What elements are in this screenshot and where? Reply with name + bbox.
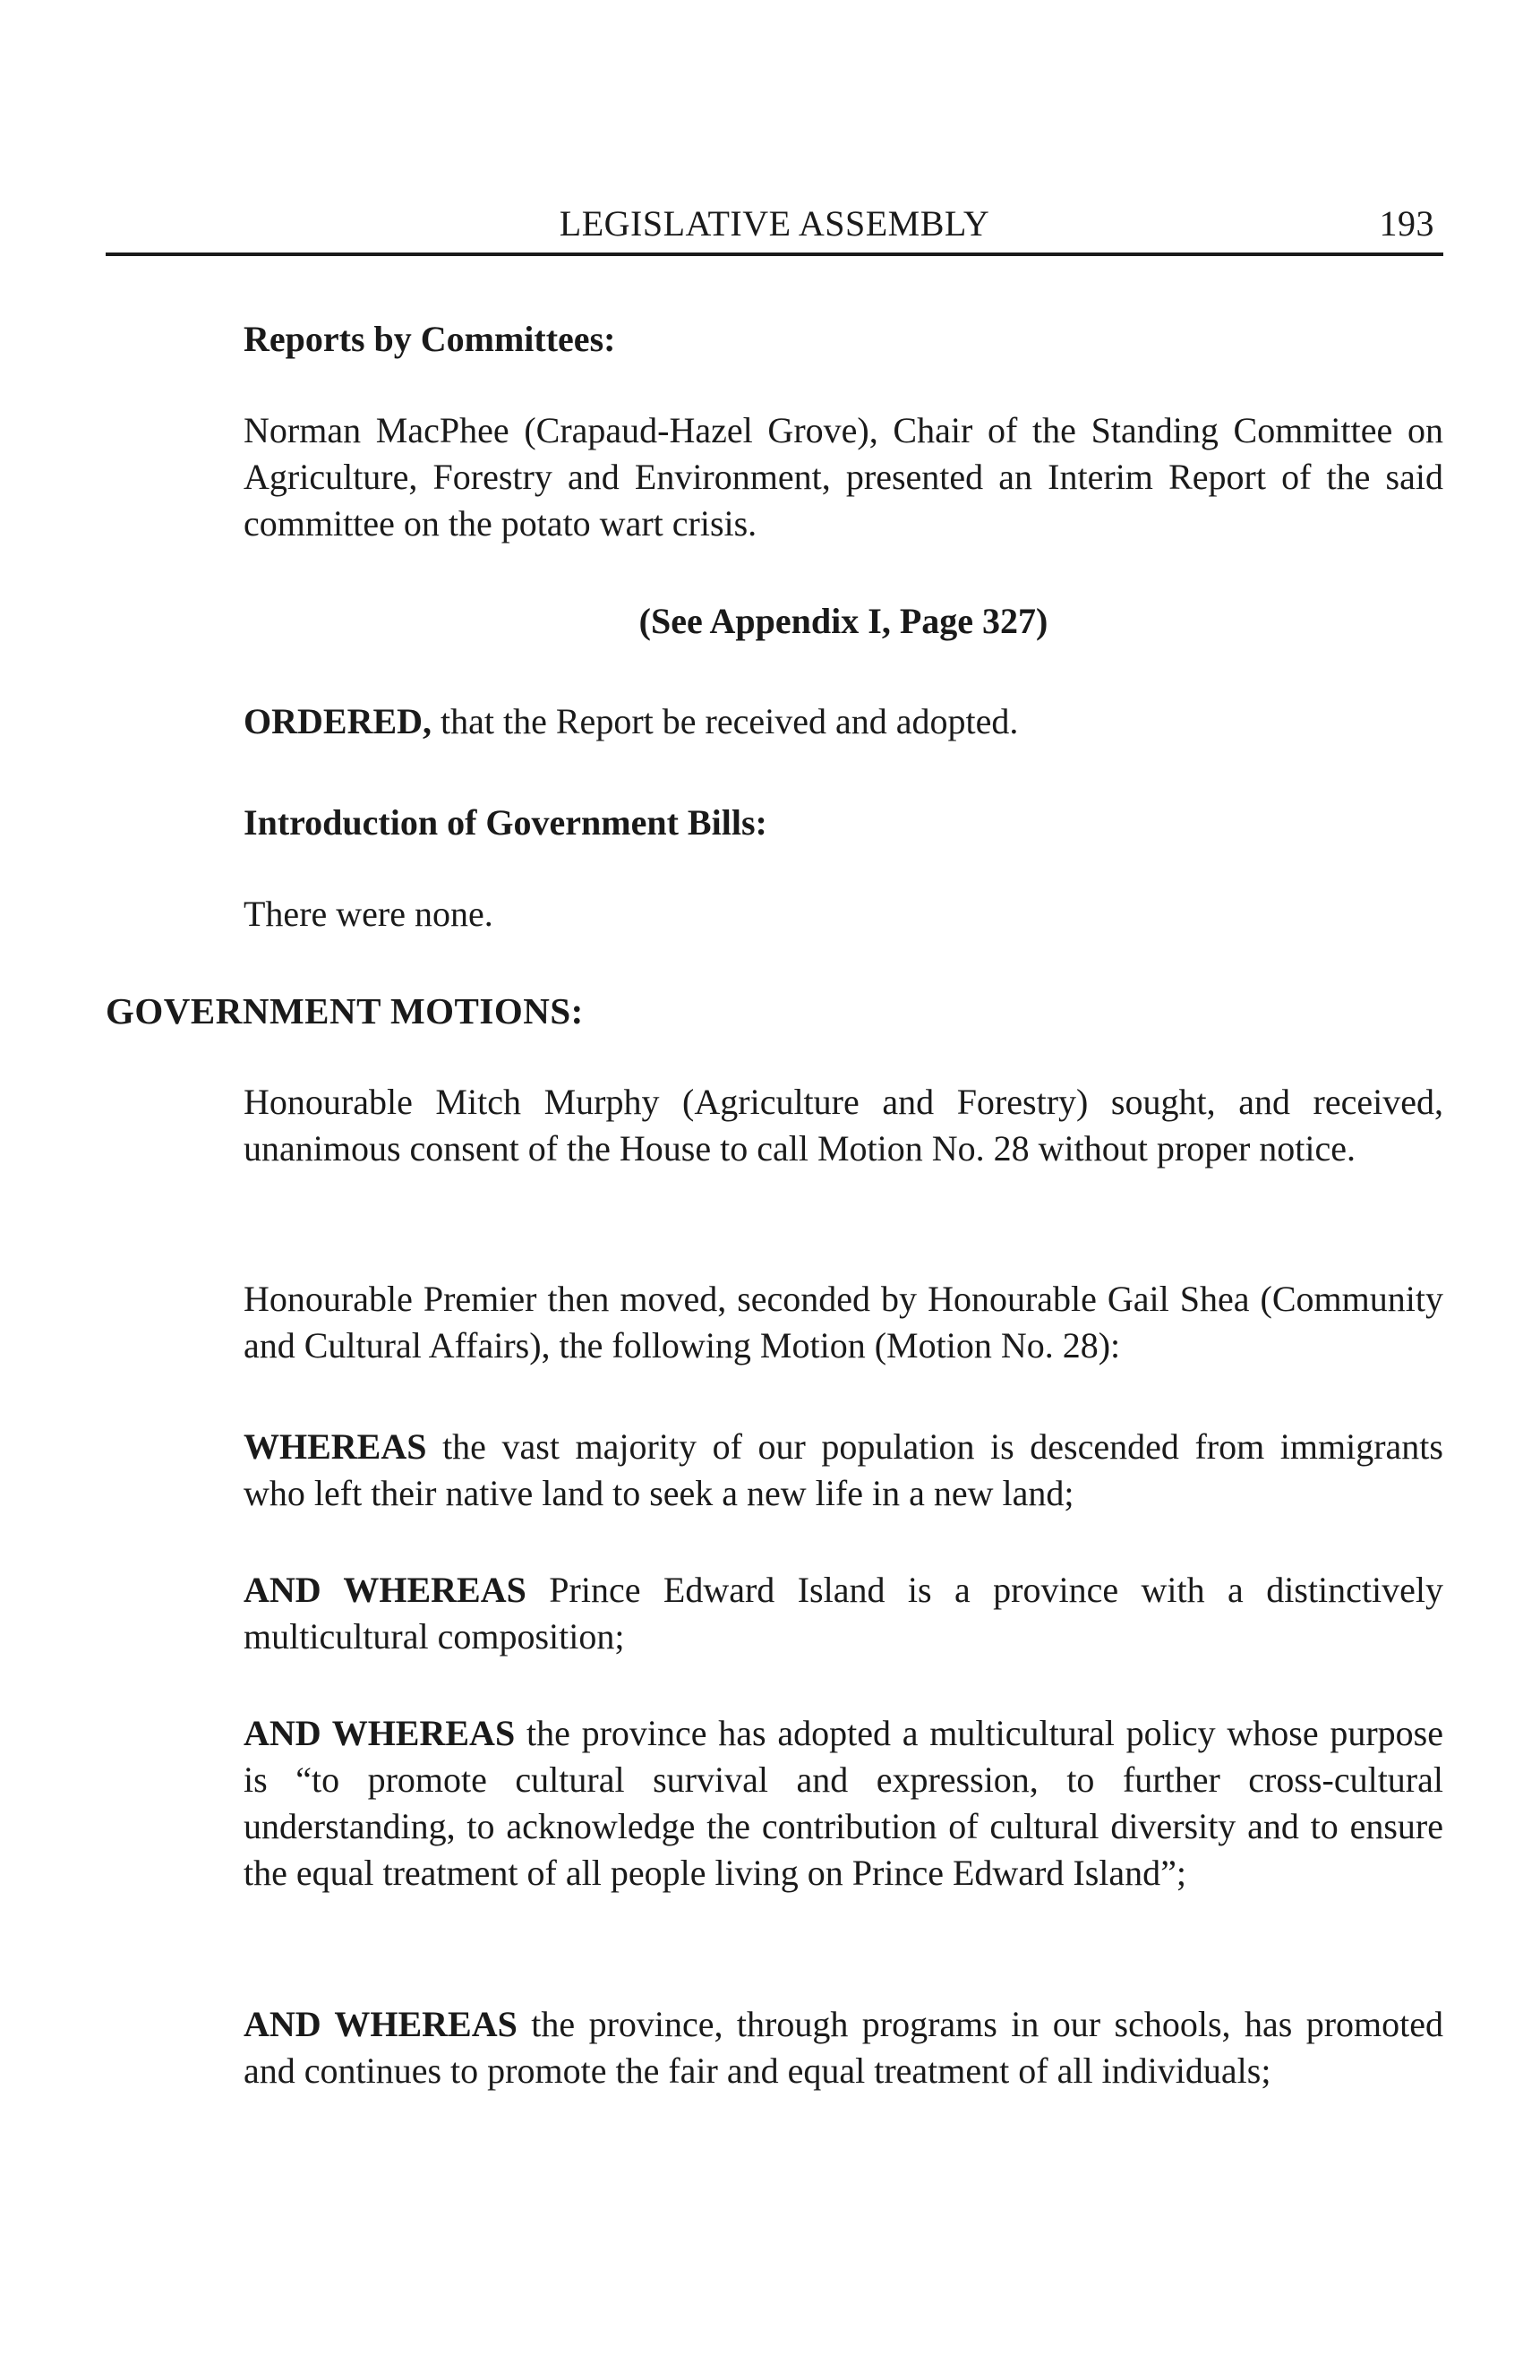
whereas-keyword: WHEREAS [244, 1426, 427, 1467]
whereas-keyword: AND WHEREAS [244, 2004, 518, 2044]
whereas-text: the province has adopted a multicultural policy whose purpose is “to promote cultural survival and expression, to further cross-cultural understanding, to acknowledge the contribution of cultural diversity and to ensure the equal treatment of all people living on Prince Edward Island”; [244, 1713, 1444, 1893]
ordered-text: that the Report be received and adopted. [432, 701, 1019, 741]
whereas-text: the province, through programs in our schools, has promoted and continues to promote the fair and equal treatment of all individuals; [244, 2004, 1443, 2091]
ordered-paragraph [244, 698, 1443, 745]
appendix-reference: (See Appendix I, Page 327) [638, 601, 1048, 641]
whereas-keyword: AND WHEREAS [244, 1570, 526, 1610]
whereas-keyword: AND WHEREAS [244, 1713, 516, 1753]
page-header [106, 199, 1443, 256]
whereas-text: Prince Edward Island is a province with a distinctively multicultural composition; [244, 1570, 1443, 1657]
ordered-keyword: ORDERED, [244, 701, 432, 741]
reports-paragraph: Norman MacPhee (Crapaud-Hazel Grove), Chair of the Standing Committee on Agriculture, Forestry and Environment, presented an Interim Report of the said committee on the potato wart crisis. [244, 410, 1443, 544]
government-bills-heading: Introduction of Government Bills: [244, 802, 767, 843]
whereas-clause-3 [244, 1710, 1443, 1896]
whereas-clause-1 [244, 1424, 1443, 1517]
whereas-text: the vast majority of our population is descended from immigrants who left their native land to seek a new life in a new land; [244, 1426, 1443, 1513]
motion-consent-paragraph: Honourable Mitch Murphy (Agriculture and Forestry) sought, and received, unanimous consent of the House to call Motion No. 28 without proper notice. [244, 1082, 1443, 1169]
whereas-clause-4 [244, 2001, 1443, 2094]
reports-heading: Reports by Committees: [244, 319, 616, 359]
government-motions-heading: GOVERNMENT MOTIONS: [106, 990, 584, 1032]
page-number: 193 [1379, 203, 1434, 244]
running-title: LEGISLATIVE ASSEMBLY [559, 203, 990, 244]
whereas-clause-2 [244, 1567, 1443, 1660]
motion-moved-paragraph: Honourable Premier then moved, seconded by Honourable Gail Shea (Community and Cultural Affairs), the following Motion (Motion No. 28): [244, 1279, 1443, 1366]
government-bills-text: There were none. [244, 894, 493, 934]
